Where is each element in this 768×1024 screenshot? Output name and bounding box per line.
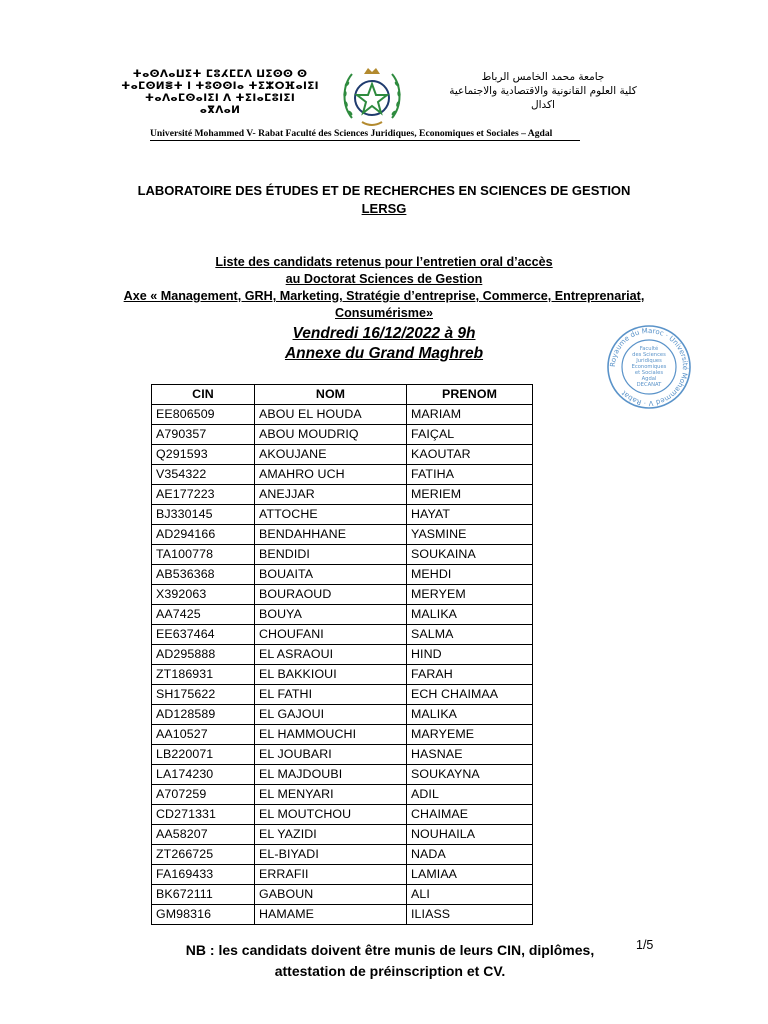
- nb-line2: attestation de préinscription et CV.: [274, 963, 506, 979]
- nom-cell: ANEJJAR: [255, 485, 407, 505]
- prenom-cell: NOUHAILA: [407, 825, 533, 845]
- university-line: Université Mohammed V- Rabat Faculté des Sciences Juridiques, Economiques et Sociales – Agdal: [150, 128, 580, 141]
- session-date: Vendredi 16/12/2022 à 9h: [292, 325, 476, 342]
- prenom-cell: MALIKA: [407, 605, 533, 625]
- table-row: [152, 825, 533, 845]
- prenom-cell: SOUKAYNA: [407, 765, 533, 785]
- table-row: [152, 625, 533, 645]
- cin-cell: GM98316: [152, 905, 255, 925]
- nom-cell: EL HAMMOUCHI: [255, 725, 407, 745]
- cin-cell: AB536368: [152, 565, 255, 585]
- nom-cell: HAMAME: [255, 905, 407, 925]
- tifinagh-line: ⴰⴳⴷⴰⵍ: [199, 104, 241, 116]
- cin-cell: A707259: [152, 785, 255, 805]
- prenom-cell: MERYEM: [407, 585, 533, 605]
- university-emblem-icon: [340, 62, 404, 130]
- cin-cell: AD128589: [152, 705, 255, 725]
- cin-cell: AA10527: [152, 725, 255, 745]
- prenom-cell: NADA: [407, 845, 533, 865]
- lab-title-block: [0, 182, 768, 218]
- list-title-block: [0, 254, 768, 322]
- table-row: [152, 865, 533, 885]
- cin-cell: AD295888: [152, 645, 255, 665]
- nom-cell: BOUYA: [255, 605, 407, 625]
- candidates-table: [151, 384, 533, 925]
- prenom-cell: ADIL: [407, 785, 533, 805]
- prenom-cell: FATIHA: [407, 465, 533, 485]
- nom-cell: BENDIDI: [255, 545, 407, 565]
- stamp-inner-line: Economiques: [631, 364, 667, 370]
- nom-cell: ABOU EL HOUDA: [255, 405, 407, 425]
- cin-cell: FA169433: [152, 865, 255, 885]
- prenom-cell: MALIKA: [407, 705, 533, 725]
- table-row: [152, 465, 533, 485]
- prenom-cell: FAIÇAL: [407, 425, 533, 445]
- arabic-header: [438, 70, 648, 112]
- table-row: [152, 445, 533, 465]
- arabic-line: كلية العلوم القانونية والاقتصادية والاجتماعية: [449, 85, 637, 97]
- lab-title: LABORATOIRE DES ÉTUDES ET DE RECHERCHES EN SCIENCES DE GESTION: [137, 183, 631, 198]
- arabic-line: جامعة محمد الخامس الرباط: [481, 71, 605, 83]
- stamp-inner-line: et Sociales: [634, 370, 664, 376]
- cin-cell: EE806509: [152, 405, 255, 425]
- table-body: [152, 405, 533, 925]
- cin-cell: Q291593: [152, 445, 255, 465]
- cin-cell: SH175622: [152, 685, 255, 705]
- nom-cell: CHOUFANI: [255, 625, 407, 645]
- cin-cell: A790357: [152, 425, 255, 445]
- nom-cell: ERRAFII: [255, 865, 407, 885]
- cin-cell: TA100778: [152, 545, 255, 565]
- table-row: [152, 725, 533, 745]
- prenom-cell: MARIAM: [407, 405, 533, 425]
- cin-cell: LB220071: [152, 745, 255, 765]
- page-number: 1/5: [636, 938, 654, 952]
- list-title-line4: Consumérisme»: [335, 306, 433, 320]
- list-title-line3: Axe « Management, GRH, Marketing, Stratégie d’entreprise, Commerce, Entreprenariat,: [123, 289, 645, 303]
- nom-cell: ATTOCHE: [255, 505, 407, 525]
- prenom-cell: MEHDI: [407, 565, 533, 585]
- faculty-stamp-icon: [606, 324, 692, 410]
- nom-cell: GABOUN: [255, 885, 407, 905]
- table-row: [152, 705, 533, 725]
- nom-cell: BOURAOUD: [255, 585, 407, 605]
- prenom-cell: HAYAT: [407, 505, 533, 525]
- table-row: [152, 905, 533, 925]
- cin-cell: LA174230: [152, 765, 255, 785]
- arabic-line: اكدال: [531, 99, 555, 111]
- prenom-cell: SOUKAINA: [407, 545, 533, 565]
- table-row: [152, 485, 533, 505]
- stamp-inner-line: Faculté: [639, 346, 659, 352]
- prenom-cell: MERIEM: [407, 485, 533, 505]
- prenom-cell: MARYEME: [407, 725, 533, 745]
- table-row: [152, 665, 533, 685]
- list-title-line1: Liste des candidats retenus pour l’entretien oral d’accès: [215, 255, 553, 269]
- nom-cell: EL YAZIDI: [255, 825, 407, 845]
- table-row: [152, 885, 533, 905]
- prenom-cell: ECH CHAIMAA: [407, 685, 533, 705]
- lab-acronym: LERSG: [361, 201, 407, 216]
- nom-cell: BENDAHHANE: [255, 525, 407, 545]
- stamp-inner-line: des Sciences: [632, 352, 666, 358]
- nom-cell: EL ASRAOUI: [255, 645, 407, 665]
- nom-cell: EL-BIYADI: [255, 845, 407, 865]
- nom-cell: ABOU MOUDRIQ: [255, 425, 407, 445]
- table-row: [152, 405, 533, 425]
- prenom-cell: ILIASS: [407, 905, 533, 925]
- prenom-cell: LAMIAA: [407, 865, 533, 885]
- stamp-inner-line: Juridiques: [636, 358, 662, 364]
- column-header-prenom: PRENOM: [407, 385, 533, 405]
- prenom-cell: YASMINE: [407, 525, 533, 545]
- nom-cell: EL MOUTCHOU: [255, 805, 407, 825]
- cin-cell: ZT266725: [152, 845, 255, 865]
- table-row: [152, 785, 533, 805]
- table-row: [152, 805, 533, 825]
- column-header-cin: CIN: [152, 385, 255, 405]
- table-row: [152, 545, 533, 565]
- table-row: [152, 605, 533, 625]
- cin-cell: EE637464: [152, 625, 255, 645]
- table-row: [152, 745, 533, 765]
- nom-cell: EL GAJOUI: [255, 705, 407, 725]
- nom-cell: EL JOUBARI: [255, 745, 407, 765]
- nom-cell: EL MENYARI: [255, 785, 407, 805]
- prenom-cell: KAOUTAR: [407, 445, 533, 465]
- cin-cell: CD271331: [152, 805, 255, 825]
- table-row: [152, 845, 533, 865]
- stamp-outer-text: Royaume du Maroc · Université Mohammed V · Rabat: [608, 326, 690, 408]
- prenom-cell: FARAH: [407, 665, 533, 685]
- nom-cell: EL FATHI: [255, 685, 407, 705]
- table-row: [152, 765, 533, 785]
- nom-cell: EL MAJDOUBI: [255, 765, 407, 785]
- nb-line1: NB : les candidats doivent être munis de leurs CIN, diplômes,: [185, 942, 595, 958]
- cin-cell: ZT186931: [152, 665, 255, 685]
- column-header-nom: NOM: [255, 385, 407, 405]
- table-row: [152, 685, 533, 705]
- table-row: [152, 565, 533, 585]
- cin-cell: AE177223: [152, 485, 255, 505]
- nom-cell: BOUAITA: [255, 565, 407, 585]
- prenom-cell: CHAIMAE: [407, 805, 533, 825]
- prenom-cell: ALI: [407, 885, 533, 905]
- table-row: [152, 425, 533, 445]
- prenom-cell: SALMA: [407, 625, 533, 645]
- cin-cell: X392063: [152, 585, 255, 605]
- tifinagh-line: ⵜⴰⵙⴷⴰⵡⵉⵜ ⵎⵓⵃⵎⵎⴷ ⵡⵉⵙⵙ ⵙ: [132, 68, 308, 80]
- stamp-inner-line: Agdal: [641, 376, 657, 382]
- nb-note: [120, 940, 660, 982]
- list-title-line2: au Doctorat Sciences de Gestion: [285, 272, 483, 286]
- nom-cell: AKOUJANE: [255, 445, 407, 465]
- cin-cell: AA7425: [152, 605, 255, 625]
- nom-cell: AMAHRO UCH: [255, 465, 407, 485]
- prenom-cell: HASNAE: [407, 745, 533, 765]
- tifinagh-line: ⵜⴰⵎⵙⵍⴻⵜ ⵏ ⵜⵓⵙⵙⵏⴰ ⵜⵉⵣⵔⴼⴰⵏⵉⵏ: [121, 80, 319, 92]
- tifinagh-header: [100, 68, 340, 116]
- stamp-inner-line: DECANAT: [636, 382, 662, 388]
- cin-cell: AD294166: [152, 525, 255, 545]
- tifinagh-line: ⵜⴰⴷⴰⵎⵙⴰⵏⵉⵏ ⴷ ⵜⵉⵏⴰⵎⵓⵏⵉⵏ: [144, 92, 296, 104]
- table-row: [152, 525, 533, 545]
- table-header-row: [152, 385, 533, 405]
- cin-cell: AA58207: [152, 825, 255, 845]
- table-row: [152, 585, 533, 605]
- cin-cell: BK672111: [152, 885, 255, 905]
- prenom-cell: HIND: [407, 645, 533, 665]
- nom-cell: EL BAKKIOUI: [255, 665, 407, 685]
- session-place: Annexe du Grand Maghreb: [284, 345, 484, 362]
- cin-cell: V354322: [152, 465, 255, 485]
- cin-cell: BJ330145: [152, 505, 255, 525]
- table-row: [152, 505, 533, 525]
- table-row: [152, 645, 533, 665]
